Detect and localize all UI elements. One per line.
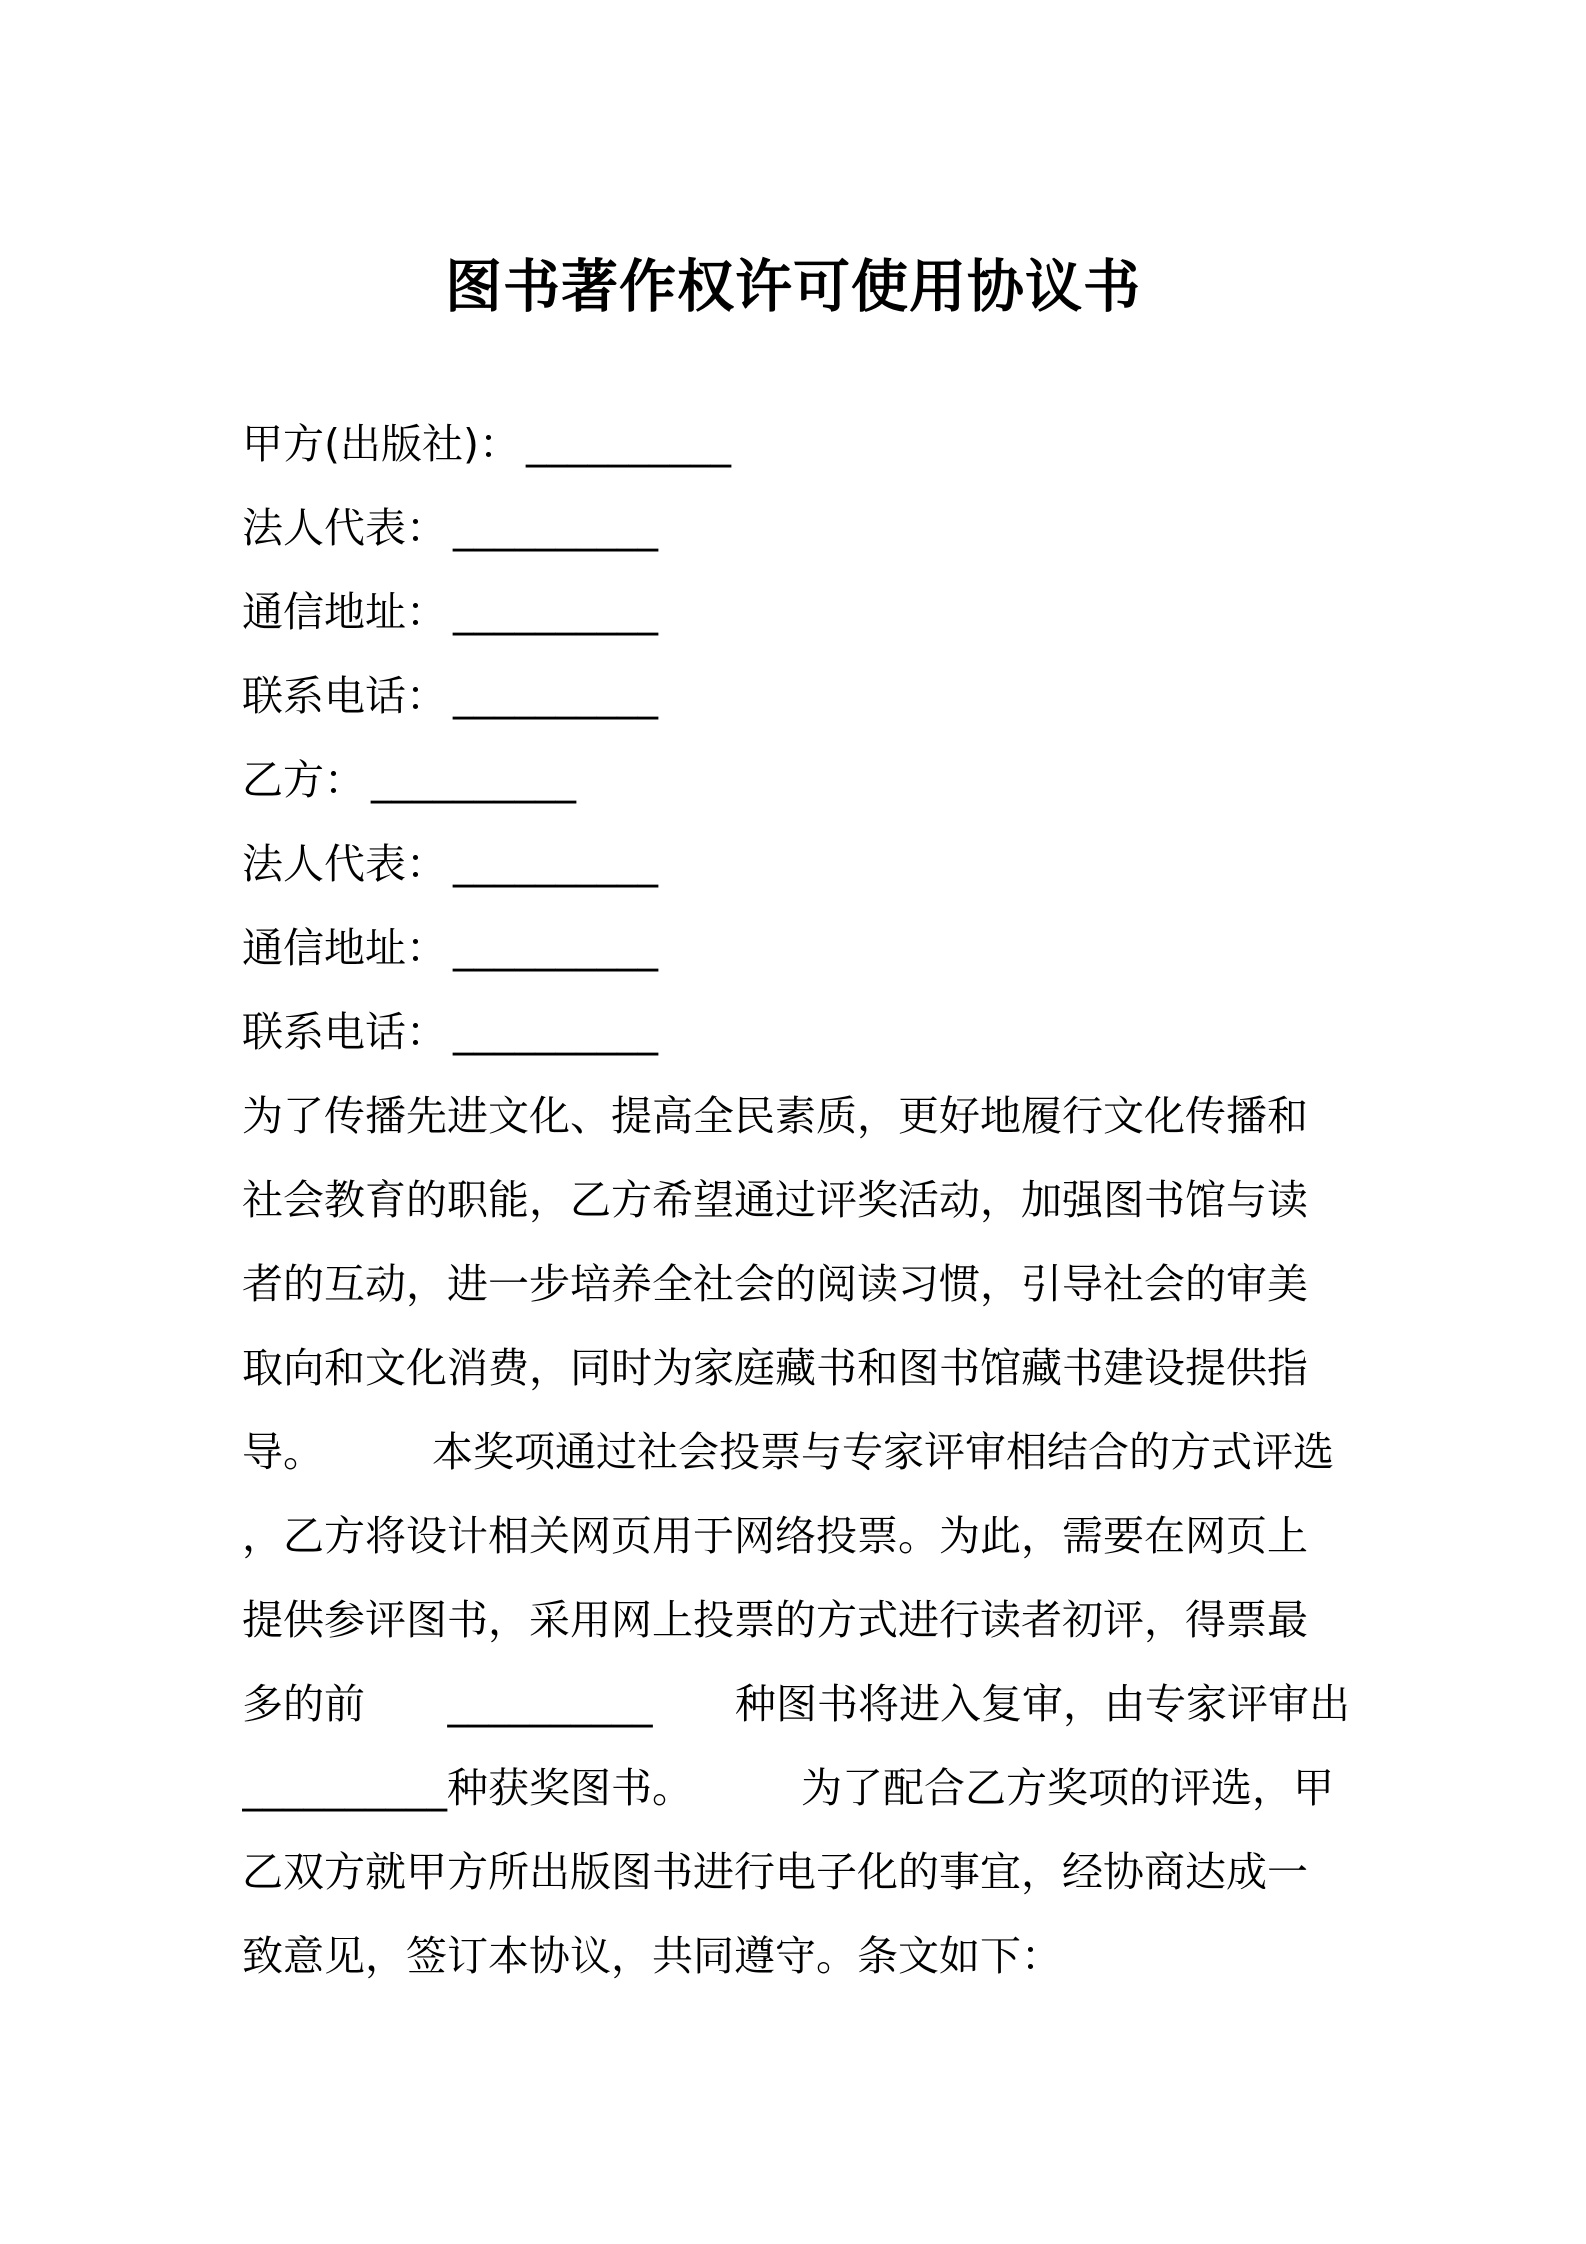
party-a-rep-field — [242, 500, 658, 556]
party-b-phone-blank: __________ — [453, 1008, 658, 1056]
body-line: 为了传播先进文化、提高全民素质，更好地履行文化传播和 — [242, 1092, 1308, 1140]
body-line-segment: 为了配合乙方奖项的评选，甲 — [801, 1764, 1334, 1812]
party-b-rep-field — [242, 836, 658, 892]
body-line: 乙双方就甲方所出版图书进行电子化的事宜，经协商达成一 — [242, 1848, 1308, 1896]
party-a-name-label: 甲方(出版社)： — [242, 420, 520, 468]
document-title: 图书著作权许可使用协议书 — [445, 254, 1141, 320]
party-a-phone-field — [242, 668, 658, 724]
body-line: 社会教育的职能，乙方希望通过评奖活动，加强图书馆与读 — [242, 1176, 1308, 1224]
body-line: 取向和文化消费，同时为家庭藏书和图书馆藏书建设提供指 — [242, 1344, 1308, 1392]
party-b-address-field — [242, 920, 658, 976]
party-a-name-field — [242, 416, 731, 472]
body-line-segment: 种图书将进入复审，由专家评审出 — [735, 1680, 1350, 1728]
party-a-name-blank: __________ — [526, 420, 731, 468]
party-a-phone-blank: __________ — [453, 672, 658, 720]
body-line: 致意见，签订本协议，共同遵守。条文如下： — [242, 1932, 1062, 1980]
party-a-address-field — [242, 584, 658, 640]
party-b-name-field — [242, 752, 576, 808]
party-a-phone-label: 联系电话： — [242, 672, 447, 720]
party-b-address-blank: __________ — [453, 924, 658, 972]
party-a-address-blank: __________ — [453, 588, 658, 636]
party-b-rep-blank: __________ — [453, 840, 658, 888]
party-b-phone-label: 联系电话： — [242, 1008, 447, 1056]
party-a-rep-label: 法人代表： — [242, 504, 447, 552]
party-b-phone-field — [242, 1004, 658, 1060]
body-line: 提供参评图书，采用网上投票的方式进行读者初评，得票最 — [242, 1596, 1308, 1644]
body-line — [242, 1676, 1350, 1732]
party-a-rep-blank: __________ — [453, 504, 658, 552]
party-a-address-label: 通信地址： — [242, 588, 447, 636]
party-b-name-blank: __________ — [371, 756, 576, 804]
body-line-segment: 导。 — [242, 1428, 324, 1476]
body-line-segment: 本奖项通过社会投票与专家评审相结合的方式评选 — [432, 1428, 1334, 1476]
body-line — [242, 1424, 1350, 1480]
party-b-rep-label: 法人代表： — [242, 840, 447, 888]
body-line-segment: 多的前 — [242, 1680, 365, 1728]
body-line: ，乙方将设计相关网页用于网络投票。为此，需要在网页上 — [242, 1512, 1308, 1560]
party-b-name-label: 乙方： — [242, 756, 365, 804]
body-line: 者的互动，进一步培养全社会的阅读习惯，引导社会的审美 — [242, 1260, 1308, 1308]
party-b-address-label: 通信地址： — [242, 924, 447, 972]
award-count-blank: __________ — [242, 1764, 447, 1812]
body-line — [242, 1760, 1350, 1816]
nominee-count-blank: __________ — [447, 1680, 653, 1728]
body-line-segment: 种获奖图书。 — [447, 1764, 693, 1812]
